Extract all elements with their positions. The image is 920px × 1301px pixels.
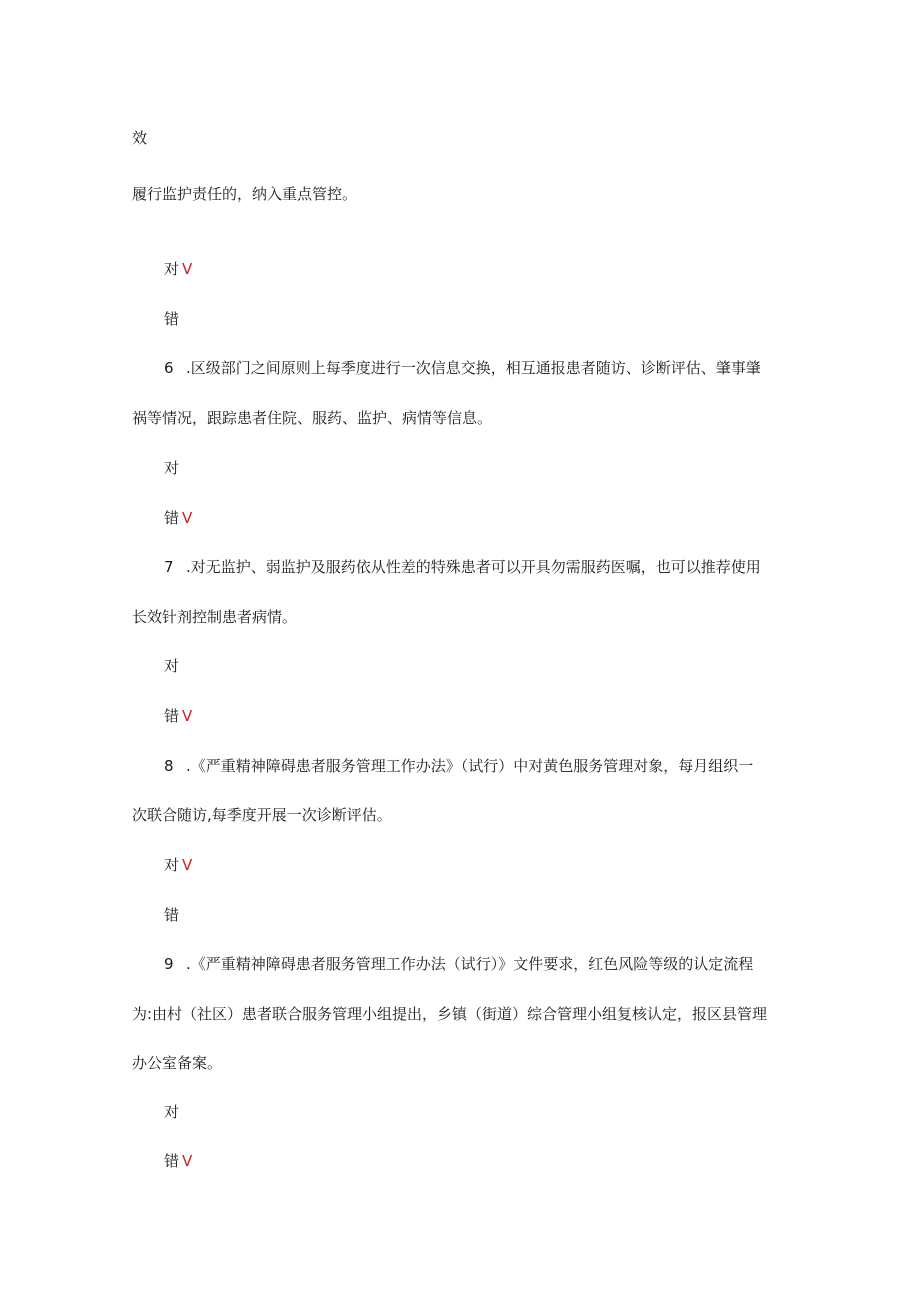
q7-false-label: 错 — [164, 707, 180, 725]
q8-true-label: 对 — [164, 856, 180, 874]
q9-number: 9 — [164, 955, 174, 973]
q8-option-true — [164, 855, 192, 875]
q6-false-label: 错 — [164, 509, 180, 527]
q6-line-2: 祸等情况，跟踪患者住院、服药、监护、病情等信息。 — [132, 409, 493, 427]
q9-line-1 — [132, 954, 792, 974]
q6-line-1 — [132, 358, 792, 378]
q8-option-false — [164, 905, 179, 925]
q9-false-label: 错 — [164, 1152, 180, 1170]
q9-option-false — [164, 1151, 192, 1171]
q8-line-1 — [132, 756, 792, 776]
q8-number: 8 — [164, 757, 174, 775]
q9-line-3: 办公室备案。 — [132, 1054, 223, 1072]
q6-option-true — [164, 458, 179, 478]
q7-line-2: 长效针剂控制患者病情。 — [132, 608, 298, 626]
q6-option-false — [164, 508, 192, 528]
q8-line-2: 次联合随访,每季度开展一次诊断评估。 — [132, 806, 392, 824]
q6-false-check-mark: V — [182, 509, 193, 527]
q5-true-check-mark: V — [182, 260, 193, 278]
q7-number: 7 — [164, 558, 174, 576]
q7-option-false — [164, 706, 192, 726]
q6-true-label: 对 — [164, 459, 180, 477]
q6-number: 6 — [164, 359, 174, 377]
q9-true-label: 对 — [164, 1103, 180, 1121]
q7-line-1 — [132, 557, 792, 577]
q9-option-true — [164, 1102, 179, 1122]
q8-false-label: 错 — [164, 906, 180, 924]
q7-false-check-mark: V — [182, 707, 193, 725]
q9-text-1: .《严重精神障碍患者服务管理工作办法（试行）》文件要求，红色风险等级的认定流程 — [186, 955, 754, 973]
fragment-line-2: 履行监护责任的，纳入重点管控。 — [132, 185, 358, 203]
q6-text-1: .区级部门之间原则上每季度进行一次信息交换，相互通报患者随访、诊断评估、肇事肇 — [186, 359, 761, 377]
q7-true-label: 对 — [164, 657, 180, 675]
q5-option-false — [164, 309, 179, 329]
q8-true-check-mark: V — [182, 856, 193, 874]
q9-line-2: 为:由村（社区）患者联合服务管理小组提出，乡镇（街道）综合管理小组复核认定，报区县管理 — [132, 1005, 768, 1023]
q5-true-label: 对 — [164, 260, 180, 278]
q8-text-1: .《严重精神障碍患者服务管理工作办法》（试行）中对黄色服务管理对象，每月组织一 — [186, 757, 754, 775]
q7-option-true — [164, 656, 179, 676]
q9-false-check-mark: V — [182, 1152, 193, 1170]
q5-false-label: 错 — [164, 310, 180, 328]
q7-text-1: .对无监护、弱监护及服药依从性差的特殊患者可以开具勿需服药医嘱，也可以推荐使用 — [186, 558, 761, 576]
fragment-line-1: 效 — [132, 129, 148, 147]
q5-option-true — [164, 259, 192, 279]
